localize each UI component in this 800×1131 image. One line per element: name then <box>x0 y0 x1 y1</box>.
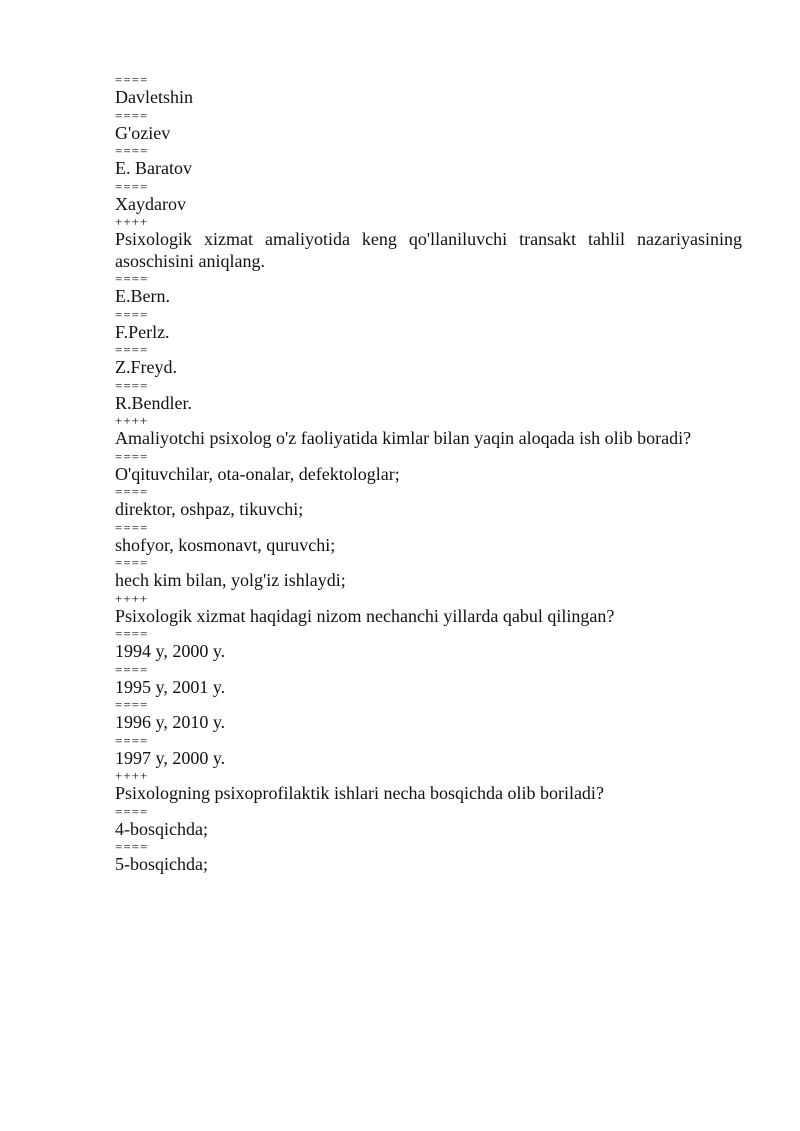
separator-equals: ==== <box>115 271 149 286</box>
question <box>115 769 742 805</box>
question <box>115 592 742 628</box>
answer-text: R.Bendler. <box>115 392 192 413</box>
answer-option <box>115 840 742 876</box>
answer-text: 4-bosqichda; <box>115 818 208 839</box>
answer-text: E.Bern. <box>115 286 170 306</box>
answer-text: 1996 y, 2010 y. <box>115 712 226 732</box>
answer-option <box>115 521 742 557</box>
answer-option <box>115 144 742 180</box>
answer-text: direktor, oshpaz, tikuvchi; <box>115 499 304 519</box>
answer-text: shofyor, kosmonavt, quruvchi; <box>115 534 336 555</box>
separator-equals: ==== <box>115 732 149 748</box>
answer-option <box>115 698 742 734</box>
separator-equals: ==== <box>115 839 149 854</box>
separator-equals: ==== <box>115 72 149 87</box>
answer-option <box>115 379 742 415</box>
separator-equals: ==== <box>115 377 149 393</box>
answer-option <box>115 180 742 216</box>
separator-equals: ==== <box>115 626 149 641</box>
answer-option <box>115 308 742 344</box>
separator-plus: ++++ <box>115 214 149 229</box>
answer-option <box>115 805 742 841</box>
separator-equals: ==== <box>115 107 149 123</box>
answer-text: G'oziev <box>115 122 171 143</box>
separator-plus: ++++ <box>115 413 149 428</box>
answer-option <box>115 663 742 699</box>
document-page <box>115 72 747 876</box>
answer-option <box>115 272 742 308</box>
answer-text: E. Baratov <box>115 158 192 178</box>
separator-equals: ==== <box>115 178 149 194</box>
answer-option <box>115 450 742 486</box>
separator-equals: ==== <box>115 448 149 464</box>
answer-text: 1995 y, 2001 y. <box>115 676 226 697</box>
answer-text: Davletshin <box>115 87 193 107</box>
answer-option <box>115 343 742 379</box>
separator-equals: ==== <box>115 143 149 158</box>
answer-text: Xaydarov <box>115 193 186 214</box>
question-text: Psixologik xizmat amaliyotida keng qo'llaniluvchi transakt tahlil nazariyasining asoschisini aniqlang. <box>115 229 747 271</box>
separator-equals: ==== <box>115 519 149 535</box>
answer-text: 1994 y, 2000 y. <box>115 641 226 661</box>
question-text: Psixologik xizmat haqidagi nizom nechanchi yillarda qabul qilingan? <box>115 605 615 626</box>
question <box>115 214 747 272</box>
separator-plus: ++++ <box>115 768 149 783</box>
answer-text: hech kim bilan, yolg'iz ishlaydi; <box>115 570 346 590</box>
separator-equals: ==== <box>115 555 149 570</box>
question-text: Psixologning psixoprofilaktik ishlari necha bosqichda olib boriladi? <box>115 783 604 803</box>
answer-option <box>115 485 742 521</box>
answer-text: Z.Freyd. <box>115 357 177 377</box>
answer-option <box>115 556 742 592</box>
separator-equals: ==== <box>115 342 149 357</box>
separator-equals: ==== <box>115 306 149 322</box>
separator-plus: ++++ <box>115 590 149 606</box>
separator-equals: ==== <box>115 697 149 712</box>
separator-equals: ==== <box>115 661 149 677</box>
answer-option <box>115 109 742 145</box>
answer-text: O'qituvchilar, ota-onalar, defektologlar; <box>115 463 400 484</box>
answer-text: 5-bosqichda; <box>115 854 208 874</box>
separator-equals: ==== <box>115 803 149 819</box>
answer-option <box>115 627 742 663</box>
answer-text: 1997 y, 2000 y. <box>115 747 226 768</box>
question-text: Amaliyotchi psixolog o'z faoliyatida kimlar bilan yaqin aloqada ish olib boradi? <box>115 428 692 448</box>
separator-equals: ==== <box>115 484 149 499</box>
answer-option <box>115 734 742 770</box>
answer-option <box>115 73 742 109</box>
answer-text: F.Perlz. <box>115 321 170 342</box>
question <box>115 414 742 450</box>
